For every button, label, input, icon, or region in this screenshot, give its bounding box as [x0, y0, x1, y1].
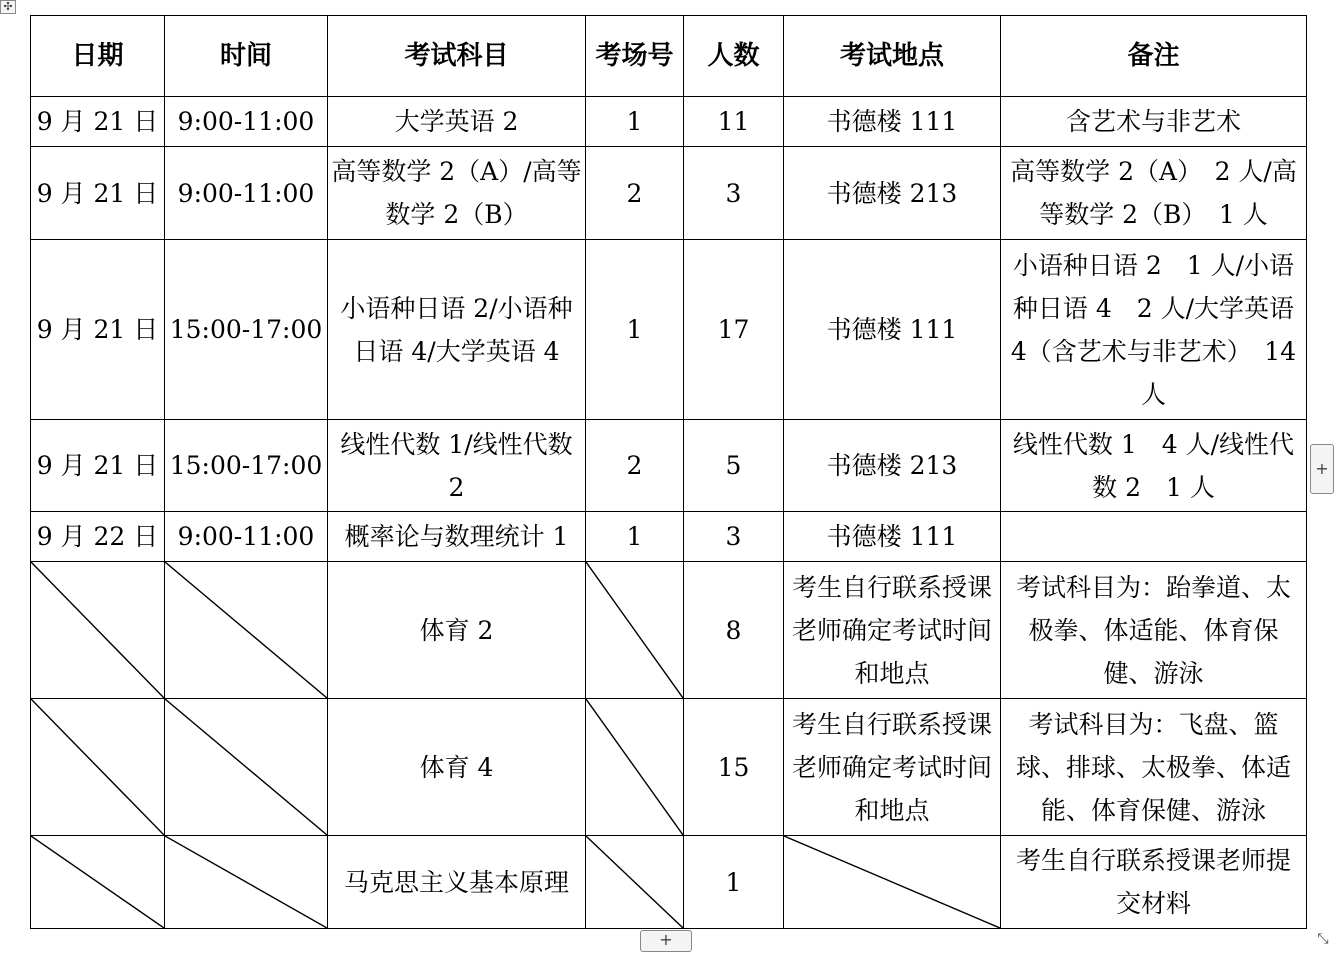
cell-date: 9 月 21 日	[31, 420, 165, 512]
cell-count: 3	[684, 512, 784, 562]
cell-note: 考生自行联系授课老师提交材料	[1001, 836, 1307, 929]
table-row	[31, 836, 1307, 929]
cell-location: 书德楼 213	[784, 420, 1001, 512]
cell-subject: 体育 2	[328, 562, 586, 699]
table-row	[31, 97, 1307, 147]
table-row	[31, 562, 1307, 699]
cell-location: 书德楼 111	[784, 97, 1001, 147]
cell-date: 9 月 21 日	[31, 97, 165, 147]
cell-note: 小语种日语 2 1 人/小语种日语 4 2 人/大学英语 4（含艺术与非艺术） 14 人	[1001, 240, 1307, 420]
table-row	[31, 512, 1307, 562]
empty-diagonal-cell	[165, 836, 328, 929]
cell-count: 3	[684, 147, 784, 240]
cell-subject: 体育 4	[328, 699, 586, 836]
cell-note: 线性代数 1 4 人/线性代数 2 1 人	[1001, 420, 1307, 512]
cell-location: 考生自行联系授课老师确定考试时间和地点	[784, 562, 1001, 699]
cell-note: 高等数学 2（A） 2 人/高等数学 2（B） 1 人	[1001, 147, 1307, 240]
cell-subject: 概率论与数理统计 1	[328, 512, 586, 562]
cell-count: 15	[684, 699, 784, 836]
cell-date: 9 月 21 日	[31, 147, 165, 240]
cell-subject: 大学英语 2	[328, 97, 586, 147]
cell-date: 9 月 22 日	[31, 512, 165, 562]
table-resize-icon[interactable]: ⤡	[1317, 931, 1329, 947]
empty-diagonal-cell	[586, 699, 684, 836]
empty-diagonal-cell	[784, 836, 1001, 929]
empty-diagonal-cell	[31, 562, 165, 699]
cell-date: 9 月 21 日	[31, 240, 165, 420]
cell-time: 9:00-11:00	[165, 147, 328, 240]
cell-subject: 高等数学 2（A）/高等数学 2（B）	[328, 147, 586, 240]
header-subject: 考试科目	[328, 16, 586, 97]
add-column-button[interactable]: +	[1310, 444, 1334, 494]
cell-room: 1	[586, 97, 684, 147]
header-note: 备注	[1001, 16, 1307, 97]
cell-subject: 小语种日语 2/小语种日语 4/大学英语 4	[328, 240, 586, 420]
exam-schedule-table	[30, 15, 1307, 929]
clipped-previous-line	[0, 0, 1335, 10]
empty-diagonal-cell	[586, 836, 684, 929]
cell-location: 考生自行联系授课老师确定考试时间和地点	[784, 699, 1001, 836]
empty-diagonal-cell	[165, 699, 328, 836]
empty-diagonal-cell	[31, 836, 165, 929]
cell-note: 考试科目为：跆拳道、太极拳、体适能、体育保健、游泳	[1001, 562, 1307, 699]
cell-time: 15:00-17:00	[165, 240, 328, 420]
empty-diagonal-cell	[165, 562, 328, 699]
header-date: 日期	[31, 16, 165, 97]
header-row	[31, 16, 1307, 97]
table-row	[31, 240, 1307, 420]
table-row	[31, 147, 1307, 240]
header-room: 考场号	[586, 16, 684, 97]
table-move-handle-icon[interactable]: ✣	[0, 0, 16, 14]
cell-note	[1001, 512, 1307, 562]
cell-room: 2	[586, 147, 684, 240]
cell-room: 2	[586, 420, 684, 512]
cell-time: 9:00-11:00	[165, 97, 328, 147]
empty-diagonal-cell	[586, 562, 684, 699]
cell-room: 1	[586, 240, 684, 420]
cell-note: 考试科目为：飞盘、篮球、排球、太极拳、体适能、体育保健、游泳	[1001, 699, 1307, 836]
table-row	[31, 699, 1307, 836]
header-location: 考试地点	[784, 16, 1001, 97]
cell-count: 11	[684, 97, 784, 147]
cell-time: 9:00-11:00	[165, 512, 328, 562]
cell-location: 书德楼 111	[784, 512, 1001, 562]
cell-count: 8	[684, 562, 784, 699]
add-row-button[interactable]: +	[640, 930, 692, 952]
header-time: 时间	[165, 16, 328, 97]
cell-count: 17	[684, 240, 784, 420]
empty-diagonal-cell	[31, 699, 165, 836]
cell-location: 书德楼 111	[784, 240, 1001, 420]
cell-subject: 线性代数 1/线性代数 2	[328, 420, 586, 512]
cell-count: 5	[684, 420, 784, 512]
header-count: 人数	[684, 16, 784, 97]
cell-location: 书德楼 213	[784, 147, 1001, 240]
cell-time: 15:00-17:00	[165, 420, 328, 512]
cell-note: 含艺术与非艺术	[1001, 97, 1307, 147]
cell-count: 1	[684, 836, 784, 929]
cell-room: 1	[586, 512, 684, 562]
table-row	[31, 420, 1307, 512]
cell-subject: 马克思主义基本原理	[328, 836, 586, 929]
